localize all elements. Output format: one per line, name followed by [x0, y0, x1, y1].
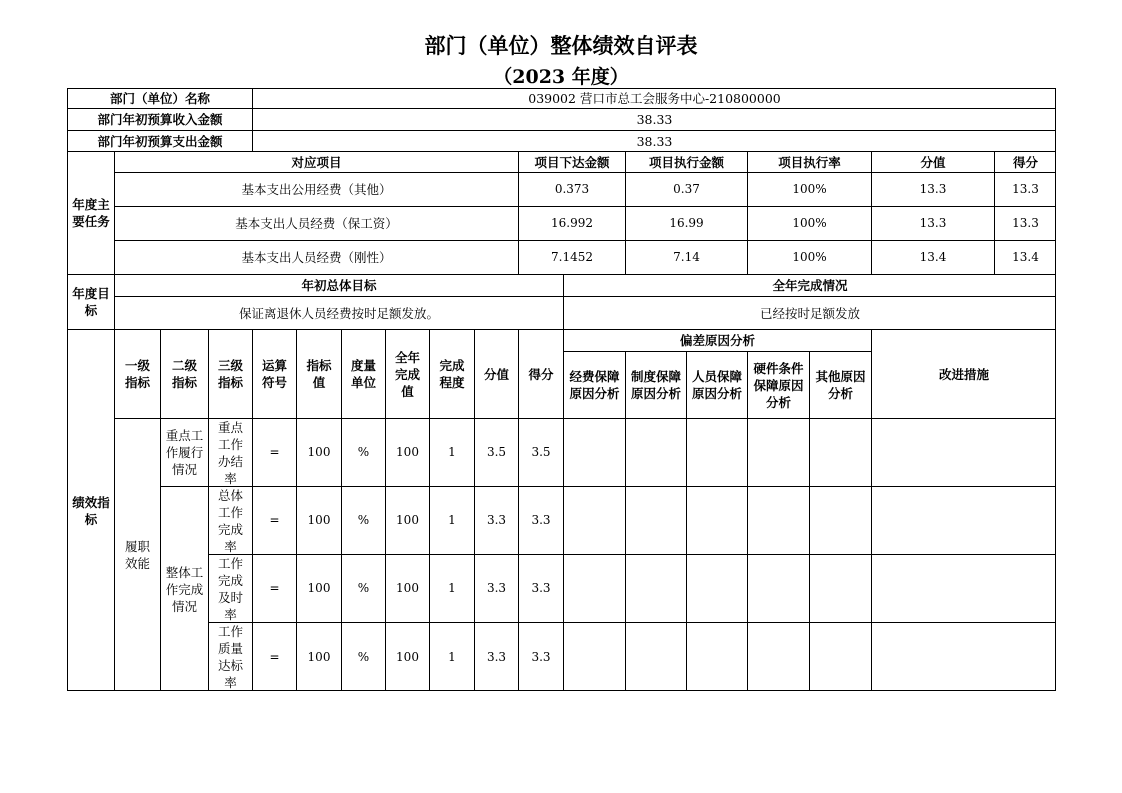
level2-group-1: 重点工作履行情况 — [160, 418, 208, 486]
indicator-row-3-level3: 工作完成及时率 — [208, 554, 252, 622]
indicator-row-1-unit: % — [341, 418, 385, 486]
header-improvement: 改进措施 — [871, 329, 1056, 418]
indicator-row-3-unit: % — [341, 554, 385, 622]
indicator-row-1-target: 100 — [296, 418, 341, 486]
indicator-row-4-annual: 100 — [385, 622, 429, 691]
level1-value: 履职效能 — [114, 418, 160, 691]
tasks-col-allocated: 项目下达金额 — [518, 151, 625, 172]
expense-value: 38.33 — [252, 130, 1056, 151]
indicator-row-4-level3: 工作质量达标率 — [208, 622, 252, 691]
indicator-row-3-score-value: 3.3 — [474, 554, 518, 622]
task-row-1-score-value: 13.3 — [871, 172, 994, 206]
header-level1: 一级指标 — [114, 329, 160, 418]
dev-cell — [747, 554, 809, 622]
indicator-row-2-score: 3.3 — [518, 486, 563, 554]
dept-name-label: 部门（单位）名称 — [67, 88, 252, 108]
indicator-row-4-target: 100 — [296, 622, 341, 691]
indicator-row-3-target: 100 — [296, 554, 341, 622]
table-right-border — [1055, 88, 1056, 691]
dept-name-value: 039002 营口市总工会服务中心-210800000 — [252, 88, 1056, 108]
indicator-row-4-operator: = — [252, 622, 296, 691]
indicator-row-1-score: 3.5 — [518, 418, 563, 486]
dev-cell — [625, 622, 686, 691]
header-level3: 三级指标 — [208, 329, 252, 418]
indicator-row-2-score-value: 3.3 — [474, 486, 518, 554]
indicator-row-3-score: 3.3 — [518, 554, 563, 622]
header-dev-funding: 经费保障原因分析 — [563, 351, 625, 418]
tasks-col-executed: 项目执行金额 — [625, 151, 747, 172]
tasks-section-label: 年度主要任务 — [67, 151, 114, 274]
dev-cell — [809, 554, 871, 622]
dev-cell — [809, 418, 871, 486]
task-row-1-allocated: 0.373 — [518, 172, 625, 206]
tasks-col-rate: 项目执行率 — [747, 151, 871, 172]
task-row-2-executed: 16.99 — [625, 206, 747, 240]
indicator-row-1-score-value: 3.5 — [474, 418, 518, 486]
dev-cell — [747, 418, 809, 486]
improvement-cell — [871, 486, 1056, 554]
income-value: 38.33 — [252, 108, 1056, 130]
task-row-1-name: 基本支出公用经费（其他） — [114, 172, 518, 206]
dev-cell — [625, 554, 686, 622]
indicator-row-2-degree: 1 — [429, 486, 474, 554]
tasks-col-project: 对应项目 — [114, 151, 518, 172]
header-score-value: 分值 — [474, 329, 518, 418]
task-row-1-executed: 0.37 — [625, 172, 747, 206]
dev-cell — [625, 418, 686, 486]
expense-label: 部门年初预算支出金额 — [67, 130, 252, 151]
page-title: 部门（单位）整体绩效自评表 — [424, 33, 698, 58]
indicator-row-4-degree: 1 — [429, 622, 474, 691]
indicator-row-2-unit: % — [341, 486, 385, 554]
indicators-section-label: 绩效指标 — [67, 329, 114, 691]
dev-cell — [563, 554, 625, 622]
indicator-row-4-score-value: 3.3 — [474, 622, 518, 691]
header-score: 得分 — [518, 329, 563, 418]
header-annual: 全年完成值 — [385, 329, 429, 418]
task-row-3-executed: 7.14 — [625, 240, 747, 274]
header-degree: 完成程度 — [429, 329, 474, 418]
dev-cell — [625, 486, 686, 554]
indicator-row-4-score: 3.3 — [518, 622, 563, 691]
dev-cell — [686, 622, 747, 691]
header-operator: 运算符号 — [252, 329, 296, 418]
indicator-row-4-unit: % — [341, 622, 385, 691]
dev-cell — [747, 486, 809, 554]
dev-cell — [809, 486, 871, 554]
task-row-3-allocated: 7.1452 — [518, 240, 625, 274]
tasks-col-score: 得分 — [994, 151, 1056, 172]
table-bottom-border — [67, 690, 1056, 691]
indicator-row-1-degree: 1 — [429, 418, 474, 486]
header-dev-other: 其他原因分析 — [809, 351, 871, 418]
dev-cell — [563, 622, 625, 691]
task-row-2-allocated: 16.992 — [518, 206, 625, 240]
dev-cell — [747, 622, 809, 691]
header-unit: 度量单位 — [341, 329, 385, 418]
indicator-row-2-level3: 总体工作完成率 — [208, 486, 252, 554]
dev-cell — [563, 418, 625, 486]
task-row-3-rate: 100% — [747, 240, 871, 274]
header-dev-personnel: 人员保障原因分析 — [686, 351, 747, 418]
task-row-3-name: 基本支出人员经费（刚性） — [114, 240, 518, 274]
indicator-row-3-operator: = — [252, 554, 296, 622]
improvement-cell — [871, 418, 1056, 486]
task-row-2-score-value: 13.3 — [871, 206, 994, 240]
goals-target-text: 保证离退休人员经费按时足额发放。 — [114, 296, 563, 329]
header-deviation-group: 偏差原因分析 — [563, 329, 871, 351]
income-label: 部门年初预算收入金额 — [67, 108, 252, 130]
improvement-cell — [871, 622, 1056, 691]
indicator-row-1-operator: = — [252, 418, 296, 486]
goals-section-label: 年度目标 — [67, 274, 114, 329]
dev-cell — [686, 554, 747, 622]
indicator-row-2-annual: 100 — [385, 486, 429, 554]
indicator-row-2-target: 100 — [296, 486, 341, 554]
dev-cell — [686, 486, 747, 554]
header-level2: 二级指标 — [160, 329, 208, 418]
tasks-col-score-value: 分值 — [871, 151, 994, 172]
indicator-row-2-operator: = — [252, 486, 296, 554]
goals-target-header: 年初总体目标 — [114, 274, 563, 296]
improvement-cell — [871, 554, 1056, 622]
header-dev-system: 制度保障原因分析 — [625, 351, 686, 418]
dev-cell — [563, 486, 625, 554]
page-subtitle: （2023 年度） — [493, 66, 629, 88]
indicator-row-1-annual: 100 — [385, 418, 429, 486]
task-row-3-score: 13.4 — [994, 240, 1056, 274]
task-row-2-rate: 100% — [747, 206, 871, 240]
task-row-3-score-value: 13.4 — [871, 240, 994, 274]
goals-completion-text: 已经按时足额发放 — [563, 296, 1056, 329]
level2-group-2: 整体工作完成情况 — [160, 486, 208, 691]
task-row-1-rate: 100% — [747, 172, 871, 206]
task-row-1-score: 13.3 — [994, 172, 1056, 206]
dev-cell — [686, 418, 747, 486]
indicator-row-3-degree: 1 — [429, 554, 474, 622]
task-row-2-name: 基本支出人员经费（保工资） — [114, 206, 518, 240]
task-row-2-score: 13.3 — [994, 206, 1056, 240]
header-dev-hardware: 硬件条件保障原因分析 — [747, 351, 809, 418]
goals-completion-header: 全年完成情况 — [563, 274, 1056, 296]
indicator-row-3-annual: 100 — [385, 554, 429, 622]
indicator-row-1-level3: 重点工作办结率 — [208, 418, 252, 486]
header-target: 指标值 — [296, 329, 341, 418]
dev-cell — [809, 622, 871, 691]
